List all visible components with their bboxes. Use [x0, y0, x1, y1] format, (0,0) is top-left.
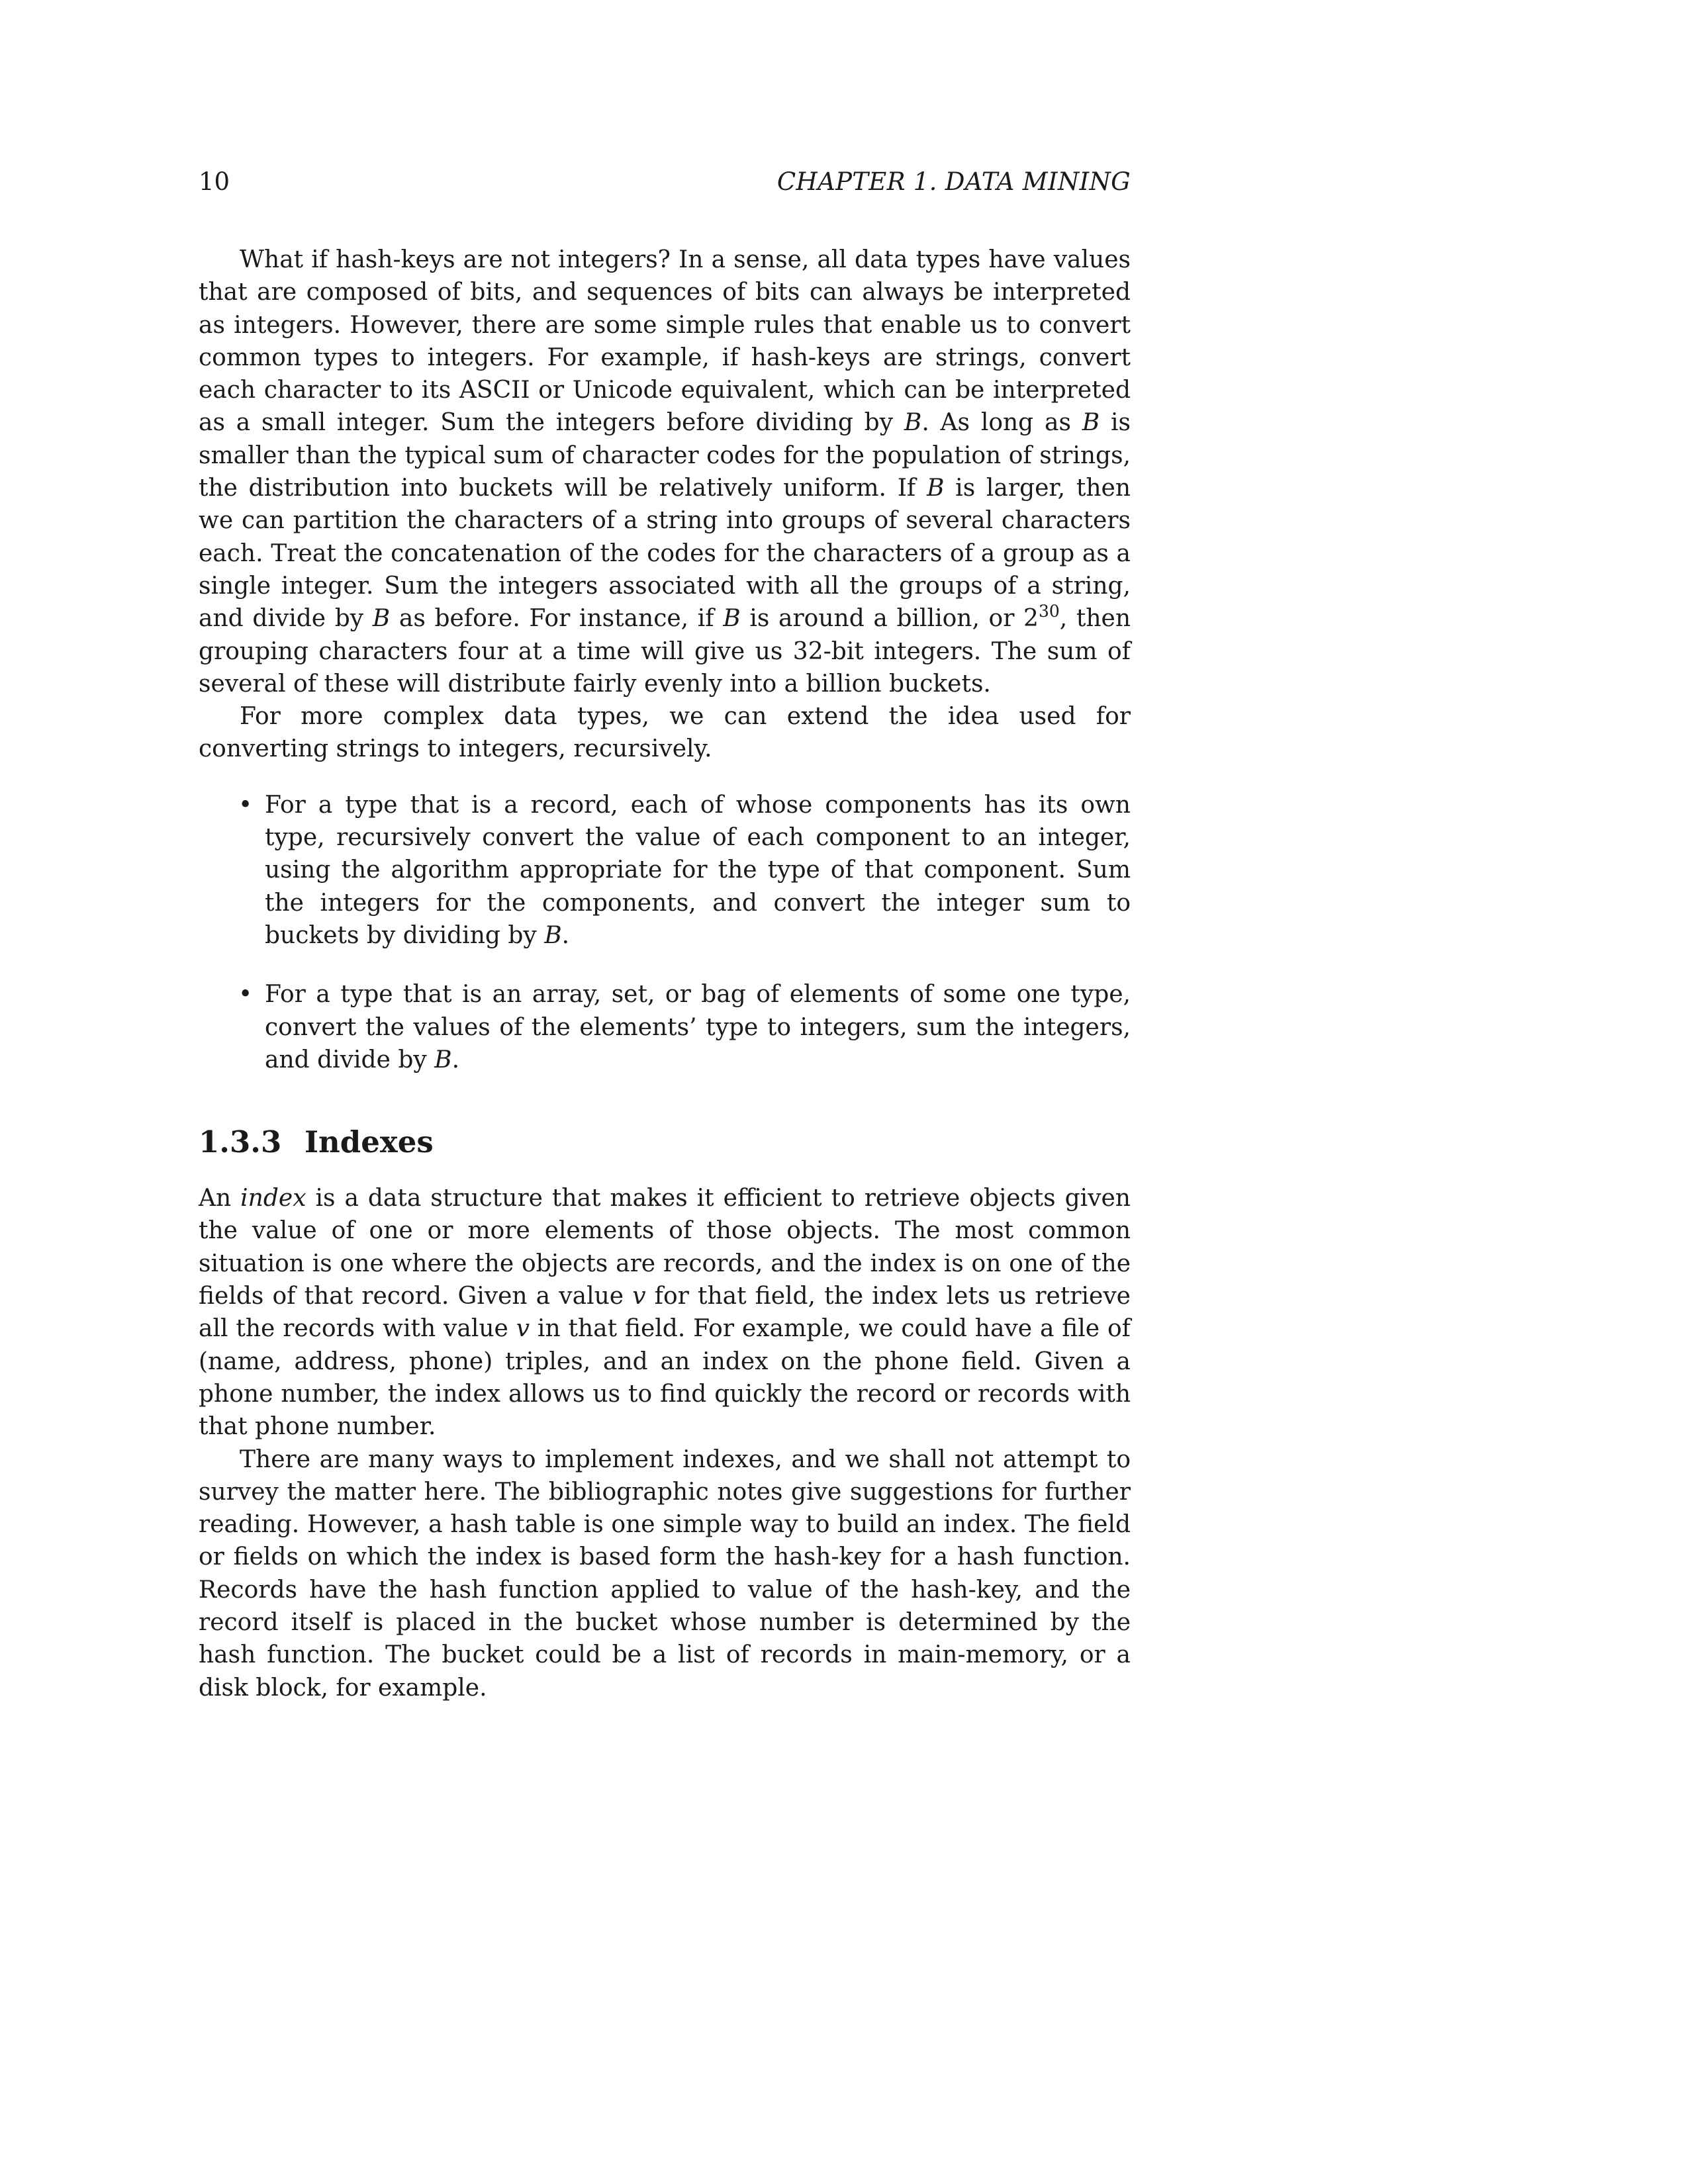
- paragraph-text: . As long as: [921, 409, 1082, 437]
- paragraph-text: as before. For instance, if: [390, 605, 724, 633]
- paragraph-implement-indexes: There are many ways to implement indexes, and we shall not attempt to survey the matter here. The bibliographic notes give suggestions for further reading. However, a hash table is one simple way to build an index. The field or fields on which the index is based form the hash-key for a hash function. Records have the hash function applied to value of the hash-key, and the record itself is placed in the bucket whose number is determined by the hash function. The bucket could be a list of records in main-memory, or a disk block, for example.: [199, 1445, 1131, 1702]
- list-item: [199, 978, 1131, 1076]
- math-variable: B: [544, 921, 562, 949]
- math-variable: B: [1082, 409, 1100, 437]
- section-heading: [199, 1122, 1131, 1162]
- paragraph-text: for that field, the index lets us retrieve all the records with value: [199, 1283, 1131, 1343]
- math-variable: B: [434, 1046, 452, 1073]
- emphasized-term: index: [240, 1185, 306, 1212]
- chapter-title: CHAPTER 1. DATA MINING: [776, 167, 1131, 196]
- math-variable: B: [723, 605, 741, 633]
- list-item-text: [265, 789, 1131, 952]
- paragraph-text: is around a billion, or 2: [740, 605, 1039, 633]
- math-variable: B: [372, 605, 391, 633]
- math-variable: B: [904, 409, 922, 437]
- section-number: 1.3.3: [199, 1124, 282, 1160]
- math-variable: v: [632, 1283, 646, 1310]
- exponent: 30: [1038, 602, 1060, 621]
- paragraph-index-definition: [199, 1182, 1131, 1443]
- body-text: [199, 244, 1131, 1704]
- paragraph-text: For a type that is a record, each of whose components has its own type, recursively convert the value of each component to an integer, using the algorithm appropriate for the type of that component. Sum the integers for the components, and convert the integer sum to buckets by dividing by: [265, 791, 1131, 949]
- list-item: [199, 789, 1131, 952]
- list-item-text: [265, 978, 1131, 1076]
- paragraph-text: is a data structure that makes it efficient to retrieve objects given the value of one or more elements of those objects. The most common situation is one where the objects are records, and the index is on one of the fields of that record. Given a value: [199, 1185, 1131, 1310]
- bullet-list: [199, 789, 1131, 1076]
- paragraph-complex-types: For more complex data types, we can extend the idea used for converting strings to integers, recursively.: [199, 703, 1131, 763]
- section-title: Indexes: [305, 1124, 434, 1160]
- paragraph-text: .: [451, 1046, 460, 1073]
- bullet-icon: •: [238, 981, 253, 1009]
- paragraph-text: is larger, then we can partition the characters of a string into groups of several characters each. Treat the concatenation of the codes for the characters of a group as a single integer. Sum the integers associated with all the groups of a string, and divide by: [199, 475, 1131, 633]
- paragraph-text: .: [561, 921, 570, 949]
- paragraph-text: An: [199, 1185, 241, 1212]
- paragraph-text: For a type that is an array, set, or bag of elements of some one type, convert the values of the elements’ type to integers, sum the integers, and divide by: [265, 981, 1131, 1073]
- paragraph-text: , then grouping characters four at a time will give us 32-bit integers. The sum of several of these will distribute fairly evenly into a billion buckets.: [199, 605, 1131, 698]
- paragraph-text: in that field. For example, we could have a file of (name, address, phone) triples, and an index on the phone field. Given a phone number, the index allows us to find quickly the record or records with that phone number.: [199, 1315, 1131, 1441]
- paragraph-hash-keys: [199, 244, 1131, 700]
- paragraph-text: What if hash-keys are not integers? In a sense, all data types have values that are composed of bits, and sequences of bits can always be interpreted as integers. However, there are some simple rules that enable us to convert common types to integers. For example, if hash-keys are strings, convert each character to its ASCII or Unicode equivalent, which can be interpreted as a small integer. Sum the integers before dividing by: [199, 246, 1131, 437]
- math-variable: B: [926, 475, 945, 502]
- page-number: 10: [199, 167, 230, 196]
- bullet-icon: •: [238, 791, 253, 819]
- math-variable: v: [516, 1315, 530, 1343]
- paragraph-text: is smaller than the typical sum of character codes for the population of strings, the distribution into buckets will be relatively uniform. If: [199, 409, 1131, 502]
- running-head: [199, 165, 1131, 199]
